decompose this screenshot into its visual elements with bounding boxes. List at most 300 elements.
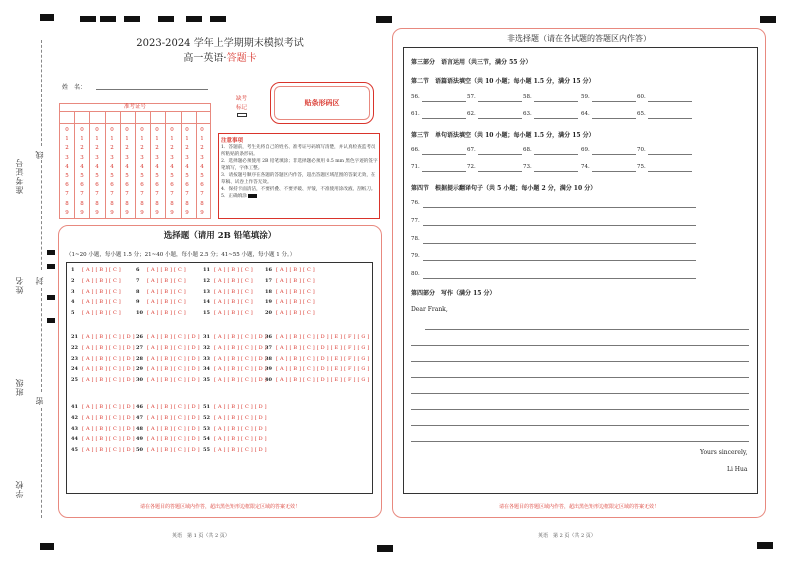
answer-options[interactable]: [ A ] [ B ] [ C ] [ D ] — [147, 344, 200, 351]
digit-bubble[interactable]: 3 — [170, 154, 174, 161]
question-number: 15 — [203, 310, 210, 317]
blank-answer-line[interactable] — [648, 118, 692, 119]
letter-greeting: Dear Frank, — [411, 306, 448, 313]
blank-number: 69. — [581, 147, 590, 153]
digit-bubble[interactable]: 2 — [155, 145, 159, 152]
blank-answer-line[interactable] — [422, 171, 466, 172]
digit-bubble[interactable]: 0 — [110, 127, 114, 133]
answer-options[interactable]: [ A ] [ B ] [ C ] — [214, 267, 253, 273]
blank-number: 57. — [467, 94, 476, 100]
answer-options[interactable]: [ A ] [ B ] [ C ] — [276, 299, 315, 306]
name-field[interactable] — [96, 89, 208, 90]
question-number: 12 — [203, 277, 210, 284]
blank-answer-line[interactable] — [592, 118, 636, 119]
timing-mark — [47, 295, 55, 300]
digit-bubble[interactable]: 8 — [155, 200, 159, 207]
digit-bubble[interactable]: 9 — [200, 209, 204, 216]
digit-bubble[interactable]: 2 — [80, 145, 84, 152]
digit-bubble[interactable]: 6 — [140, 182, 144, 189]
question-number: 17 — [265, 277, 272, 284]
digit-bubble[interactable]: 0 — [95, 127, 99, 133]
digit-bubble[interactable]: 7 — [80, 191, 84, 198]
digit-bubble[interactable]: 4 — [95, 163, 99, 170]
blank-number: 72. — [467, 164, 476, 170]
answer-options[interactable]: [ A ] [ B ] [ C ] [ D ] — [214, 366, 267, 373]
question-number: 46 — [136, 404, 143, 410]
blank-answer-line[interactable] — [478, 154, 522, 155]
notice-item: 2．选择题必须使用 2B 铅笔填涂；非选择题必须用 0.5 mm 黑色字迹的签字笔填写，字体工整。 — [221, 159, 378, 171]
sec2-heading: 第二节 语篇语法填空（共 10 小题；每小题 1.5 分，满分 15 分） — [411, 78, 595, 85]
fill-sample-icon — [248, 194, 257, 198]
question-number: 54 — [203, 436, 210, 443]
writing-line[interactable] — [425, 329, 749, 330]
question-number: 7 — [136, 277, 140, 284]
answer-options[interactable]: [ A ] [ B ] [ C ] [ D ] — [214, 447, 267, 454]
question-number: 25 — [71, 377, 78, 384]
question-number: 34 — [203, 366, 210, 373]
letter-closing: Yours sincerely, — [700, 449, 748, 456]
question-number: 52 — [203, 414, 210, 421]
digit-bubble[interactable]: 2 — [110, 145, 114, 152]
digit-bubble[interactable]: 4 — [185, 163, 189, 170]
digit-bubble[interactable]: 7 — [110, 191, 114, 198]
digit-bubble[interactable]: 0 — [155, 127, 159, 133]
question-number: 48 — [136, 425, 143, 432]
digit-bubble[interactable]: 9 — [80, 209, 84, 216]
question-number: 40 — [265, 377, 272, 384]
blank-number: 64. — [581, 111, 590, 117]
question-number: 42 — [71, 414, 78, 421]
answer-options[interactable]: [ A ] [ B ] [ C ] [ D ] — [82, 414, 135, 421]
answer-options[interactable]: [ A ] [ B ] [ C ] — [147, 277, 186, 284]
question-number: 41 — [71, 404, 78, 410]
answer-options[interactable]: [ A ] [ B ] [ C ] — [276, 277, 315, 284]
digit-bubble[interactable]: 2 — [125, 145, 129, 152]
digit-bubble[interactable]: 8 — [110, 200, 114, 207]
question-number: 51 — [203, 404, 210, 410]
digit-bubble[interactable]: 9 — [185, 209, 189, 216]
answer-options[interactable]: [ A ] [ B ] [ C ] — [82, 310, 121, 317]
choice-title: 选择题（请用 2B 铅笔填涂） — [163, 231, 277, 241]
digit-bubble[interactable]: 4 — [80, 163, 84, 170]
answer-options[interactable]: [ A ] [ B ] [ C ] — [82, 267, 121, 273]
digit-bubble[interactable]: 6 — [125, 182, 129, 189]
answer-options[interactable]: [ A ] [ B ] [ C ] [ D ] — [82, 377, 135, 384]
answer-options[interactable]: [ A ] [ B ] [ C ] — [82, 277, 121, 284]
question-number: 20 — [265, 310, 272, 317]
answer-options[interactable]: [ A ] [ B ] [ C ] [ D ] — [214, 425, 267, 432]
question-number: 44 — [71, 436, 78, 443]
answer-options[interactable]: [ A ] [ B ] [ C ] — [214, 310, 253, 317]
answer-options[interactable]: [ A ] [ B ] [ C ] [ D ] — [147, 447, 200, 454]
digit-bubble[interactable]: 1 — [65, 136, 69, 143]
answer-options[interactable]: [ A ] [ B ] [ C ] [ D ] — [147, 377, 200, 384]
blank-number: 58. — [523, 94, 532, 100]
sec4-heading: 第四节 根据提示翻译句子（共 5 小题；每小题 2 分，满分 10 分） — [411, 185, 597, 192]
blank-number: 62. — [467, 111, 476, 117]
writing-line[interactable] — [411, 361, 749, 362]
exam-no-label: 准考证号 — [59, 103, 211, 112]
digit-bubble[interactable]: 7 — [95, 191, 99, 198]
digit-bubble[interactable]: 8 — [95, 200, 99, 207]
answer-options[interactable]: [ A ] [ B ] [ C ] [ D ] — [147, 425, 200, 432]
blank-answer-line[interactable] — [422, 154, 466, 155]
absent-checkbox[interactable] — [237, 113, 247, 117]
sec3-heading: 第三节 单句语法填空（共 10 小题；每小题 1.5 分，满分 15 分） — [411, 132, 595, 139]
digit-bubble[interactable]: 5 — [170, 173, 174, 179]
timing-mark — [210, 16, 226, 22]
digit-bubble[interactable]: 1 — [155, 136, 159, 143]
question-number: 37 — [265, 344, 272, 351]
digit-bubble[interactable]: 4 — [125, 163, 129, 170]
answer-options[interactable]: [ A ] [ B ] [ C ] — [276, 288, 315, 295]
blank-number: 73. — [523, 164, 532, 170]
question-number: 5 — [71, 310, 75, 317]
digit-bubble[interactable]: 5 — [80, 173, 84, 179]
digit-bubble[interactable]: 4 — [155, 163, 159, 170]
digit-bubble[interactable]: 0 — [185, 127, 189, 133]
digit-bubble[interactable]: 2 — [170, 145, 174, 152]
timing-mark — [158, 16, 174, 22]
notice-title: 注意事项 — [221, 138, 244, 144]
blank-answer-line[interactable] — [534, 154, 578, 155]
page2-footer: 英语 第 2 页（共 2 页） — [538, 533, 596, 539]
timing-mark — [40, 14, 54, 21]
blank-answer-line[interactable] — [648, 171, 692, 172]
absent-label-2: 标记 — [236, 105, 248, 111]
question-number: 29 — [136, 366, 143, 373]
answer-options[interactable]: [ A ] [ B ] [ C ] — [147, 310, 186, 317]
answer-options[interactable]: [ A ] [ B ] [ C ] [ D ] — [147, 355, 200, 362]
timing-mark — [80, 16, 96, 22]
digit-bubble[interactable]: 5 — [125, 173, 129, 179]
digit-bubble[interactable]: 1 — [80, 136, 84, 143]
answer-options[interactable]: [ A ] [ B ] [ C ] — [147, 288, 186, 295]
timing-mark — [47, 250, 55, 255]
answer-options[interactable]: [ A ] [ B ] [ C ] [ D ] [ E ] [ F ] [ G ] — [276, 366, 370, 373]
answer-options[interactable]: [ A ] [ B ] [ C ] [ D ] — [82, 344, 135, 351]
digit-bubble[interactable]: 3 — [185, 154, 189, 161]
answer-options[interactable]: [ A ] [ B ] [ C ] [ D ] [ E ] [ F ] [ G ] — [276, 334, 370, 340]
digit-bubble[interactable]: 9 — [110, 209, 114, 216]
digit-bubble[interactable]: 7 — [140, 191, 144, 198]
digit-bubble[interactable]: 0 — [125, 127, 129, 133]
answer-options[interactable]: [ A ] [ B ] [ C ] [ D ] — [82, 366, 135, 373]
digit-bubble[interactable]: 8 — [200, 200, 204, 207]
question-number: 55 — [203, 447, 210, 454]
answer-options[interactable]: [ A ] [ B ] [ C ] [ D ] — [82, 404, 135, 410]
digit-bubble[interactable]: 2 — [95, 145, 99, 152]
answer-options[interactable]: [ A ] [ B ] [ C ] [ D ] — [214, 436, 267, 443]
writing-line[interactable] — [411, 425, 749, 426]
translation-number: 79. — [411, 253, 420, 260]
blank-answer-line[interactable] — [648, 101, 692, 102]
answer-options[interactable]: [ A ] [ B ] [ C ] [ D ] [ E ] [ F ] [ G ] — [276, 355, 370, 362]
digit-bubble[interactable]: 5 — [200, 173, 204, 179]
digit-bubble[interactable]: 0 — [65, 127, 69, 133]
digit-bubble[interactable]: 3 — [110, 154, 114, 161]
writing-line[interactable] — [411, 393, 749, 394]
digit-bubble[interactable]: 0 — [170, 127, 174, 133]
question-number: 35 — [203, 377, 210, 384]
question-number: 27 — [136, 344, 143, 351]
digit-bubble[interactable]: 0 — [200, 127, 204, 133]
side-line-label: 线 — [35, 150, 44, 159]
question-number: 33 — [203, 355, 210, 362]
blank-answer-line[interactable] — [478, 118, 522, 119]
digit-bubble[interactable]: 3 — [65, 154, 69, 161]
notice-item-fill: 5．正确填涂 — [221, 193, 378, 200]
digit-bubble[interactable]: 8 — [65, 200, 69, 207]
question-number: 21 — [71, 334, 78, 340]
name-label: 姓 名： — [62, 84, 87, 91]
answer-options[interactable]: [ A ] [ B ] [ C ] — [147, 299, 186, 306]
digit-bubble[interactable]: 4 — [200, 163, 204, 170]
question-number: 1 — [71, 267, 75, 273]
digit-bubble[interactable]: 3 — [155, 154, 159, 161]
answer-options[interactable]: [ A ] [ B ] [ C ] — [214, 299, 253, 306]
binding-line — [41, 288, 42, 392]
answer-options[interactable]: [ A ] [ B ] [ C ] — [82, 288, 121, 295]
blank-answer-line[interactable] — [422, 101, 466, 102]
digit-bubble[interactable]: 3 — [95, 154, 99, 161]
digit-bubble[interactable]: 7 — [170, 191, 174, 198]
writing-line[interactable] — [411, 377, 749, 378]
answer-options[interactable]: [ A ] [ B ] [ C ] [ D ] — [82, 436, 135, 443]
answer-options[interactable]: [ A ] [ B ] [ C ] [ D ] — [214, 377, 267, 384]
answer-options[interactable]: [ A ] [ B ] [ C ] [ D ] — [82, 334, 135, 340]
blank-answer-line[interactable] — [592, 101, 636, 102]
timing-mark — [376, 16, 392, 23]
timing-mark — [47, 264, 55, 269]
digit-bubble[interactable]: 7 — [125, 191, 129, 198]
digit-bubble[interactable]: 7 — [65, 191, 69, 198]
answer-options[interactable]: [ A ] [ B ] [ C ] — [276, 310, 315, 317]
answer-options[interactable]: [ A ] [ B ] [ C ] [ D ] — [214, 404, 267, 410]
digit-bubble[interactable]: 3 — [140, 154, 144, 161]
blank-answer-line[interactable] — [648, 154, 692, 155]
answer-options[interactable]: [ A ] [ B ] [ C ] [ D ] — [214, 344, 267, 351]
question-number: 22 — [71, 344, 78, 351]
timing-mark — [186, 16, 202, 22]
digit-bubble[interactable]: 4 — [110, 163, 114, 170]
writing-line[interactable] — [411, 409, 749, 410]
digit-bubble[interactable]: 8 — [125, 200, 129, 207]
notice-item: 1．答题前，考生先将自己的姓名、准考证号码填写清楚，并认真检查监考员所粘贴的条形码。 — [221, 145, 376, 157]
digit-bubble[interactable]: 7 — [200, 191, 204, 198]
question-number: 3 — [71, 288, 75, 295]
digit-bubble[interactable]: 0 — [80, 127, 84, 133]
answer-options[interactable]: [ A ] [ B ] [ C ] — [82, 299, 121, 306]
digit-bubble[interactable]: 9 — [125, 209, 129, 216]
digit-bubble[interactable]: 8 — [140, 200, 144, 207]
digit-bubble[interactable]: 5 — [110, 173, 114, 179]
question-number: 9 — [136, 299, 140, 306]
translation-number: 77. — [411, 217, 420, 224]
timing-mark — [760, 16, 776, 23]
question-number: 39 — [265, 366, 272, 373]
blank-answer-line[interactable] — [592, 154, 636, 155]
digit-bubble[interactable]: 2 — [200, 145, 204, 152]
digit-bubble[interactable]: 8 — [170, 200, 174, 207]
question-number: 50 — [136, 447, 143, 454]
digit-bubble[interactable]: 6 — [185, 182, 189, 189]
digit-bubble[interactable]: 9 — [65, 209, 69, 216]
digit-bubble[interactable]: 3 — [200, 154, 204, 161]
answer-options[interactable]: [ A ] [ B ] [ C ] [ D ] — [214, 414, 267, 421]
binding-line — [41, 40, 42, 146]
question-number: 31 — [203, 334, 210, 340]
timing-mark — [100, 16, 116, 22]
answer-options[interactable]: [ A ] [ B ] [ C ] [ D ] [ E ] [ F ] [ G ] — [276, 377, 370, 384]
digit-bubble[interactable]: 2 — [65, 145, 69, 152]
blank-answer-line[interactable] — [534, 118, 578, 119]
timing-mark — [40, 543, 54, 550]
translation-number: 78. — [411, 235, 420, 242]
writing-line[interactable] — [411, 345, 749, 346]
answer-options[interactable]: [ A ] [ B ] [ C ] — [214, 288, 253, 295]
digit-bubble[interactable]: 4 — [170, 163, 174, 170]
digit-bubble[interactable]: 1 — [200, 136, 204, 143]
answer-options[interactable]: [ A ] [ B ] [ C ] [ D ] — [147, 366, 200, 373]
digit-bubble[interactable]: 6 — [155, 182, 159, 189]
blank-number: 66. — [411, 147, 420, 153]
answer-options[interactable]: [ A ] [ B ] [ C ] [ D ] — [147, 414, 200, 421]
question-number: 53 — [203, 425, 210, 432]
notice-list — [221, 144, 378, 200]
notice-item: 3．请按题号顺序在各题的答题区内作答，超出答题区域范围的答案无效，在草稿、试卷上作答无效。 — [221, 173, 376, 185]
writing-line[interactable] — [411, 441, 749, 442]
digit-bubble[interactable]: 6 — [65, 182, 69, 189]
binding-line — [41, 408, 42, 518]
answer-options[interactable]: [ A ] [ B ] [ C ] [ D ] — [147, 436, 200, 443]
digit-bubble[interactable]: 7 — [185, 191, 189, 198]
digit-bubble[interactable]: 7 — [155, 191, 159, 198]
digit-bubble[interactable]: 1 — [170, 136, 174, 143]
notice-item: 4．保持卡面清洁，不要折叠、不要弄破、弄皱，不准使用涂改液、刮纸刀。 — [221, 187, 376, 192]
translation-answer-line[interactable] — [423, 225, 696, 226]
timing-mark — [377, 545, 393, 552]
question-number: 30 — [136, 377, 143, 384]
answer-options[interactable]: [ A ] [ B ] [ C ] [ D ] — [214, 334, 267, 340]
digit-bubble[interactable]: 6 — [110, 182, 114, 189]
blank-number: 65. — [637, 111, 646, 117]
answer-options[interactable]: [ A ] [ B ] [ C ] [ D ] — [147, 334, 200, 340]
question-number: 43 — [71, 425, 78, 432]
answer-options[interactable]: [ A ] [ B ] [ C ] [ D ] [ E ] [ F ] [ G ] — [276, 344, 370, 351]
digit-bubble[interactable]: 6 — [95, 182, 99, 189]
digit-bubble[interactable]: 3 — [80, 154, 84, 161]
digit-bubble[interactable]: 9 — [155, 209, 159, 216]
question-number: 6 — [136, 267, 140, 273]
blank-answer-line[interactable] — [592, 171, 636, 172]
digit-bubble[interactable]: 8 — [185, 200, 189, 207]
answer-options[interactable]: [ A ] [ B ] [ C ] — [276, 267, 315, 273]
blank-number: 71. — [411, 164, 420, 170]
digit-bubble[interactable]: 1 — [185, 136, 189, 143]
blank-number: 70. — [637, 147, 646, 153]
blank-answer-line[interactable] — [422, 118, 466, 119]
digit-bubble[interactable]: 8 — [80, 200, 84, 207]
blank-answer-line[interactable] — [478, 101, 522, 102]
question-number: 28 — [136, 355, 143, 362]
translation-answer-line[interactable] — [423, 278, 696, 279]
choice-instruction: （1~20 小题，每小题 1.5 分；21~40 小题，每小题 2.5 分；41~55 小题，每小题 1 分。） — [66, 252, 296, 258]
digit-bubble[interactable]: 1 — [140, 136, 144, 143]
question-number: 4 — [71, 299, 75, 306]
digit-bubble[interactable]: 4 — [140, 163, 144, 170]
blank-number: 61. — [411, 111, 420, 117]
blank-answer-line[interactable] — [478, 171, 522, 172]
answer-options[interactable]: [ A ] [ B ] [ C ] [ D ] — [82, 447, 135, 454]
digit-bubble[interactable]: 1 — [125, 136, 129, 143]
digit-bubble[interactable]: 5 — [95, 173, 99, 179]
question-number: 23 — [71, 355, 78, 362]
digit-bubble[interactable]: 5 — [65, 173, 69, 179]
translation-answer-line[interactable] — [423, 260, 696, 261]
question-number: 45 — [71, 447, 78, 454]
blank-answer-line[interactable] — [534, 101, 578, 102]
answer-options[interactable]: [ A ] [ B ] [ C ] [ D ] — [147, 404, 200, 410]
digit-bubble[interactable]: 3 — [125, 154, 129, 161]
translation-number: 80. — [411, 271, 420, 278]
blank-number: 56. — [411, 94, 420, 100]
question-number: 36 — [265, 334, 272, 340]
digit-bubble[interactable]: 5 — [140, 173, 144, 179]
digit-bubble[interactable]: 2 — [140, 145, 144, 152]
digit-bubble[interactable]: 0 — [140, 127, 144, 133]
answer-options[interactable]: [ A ] [ B ] [ C ] [ D ] — [82, 355, 135, 362]
translation-answer-line[interactable] — [423, 207, 696, 208]
digit-bubble[interactable]: 9 — [95, 209, 99, 216]
side-exam-no-label: 准考证号 — [15, 158, 24, 194]
timing-mark — [757, 542, 773, 549]
non-choice-title: 非选择题（请在各试题的答题区内作答） — [507, 34, 651, 43]
answer-options[interactable]: [ A ] [ B ] [ C ] [ D ] — [214, 355, 267, 362]
side-name-label: 姓名 — [15, 276, 24, 294]
timing-mark — [124, 16, 140, 22]
subject-prefix: 高一英语· — [183, 53, 227, 64]
digit-bubble[interactable]: 6 — [80, 182, 84, 189]
digit-bubble[interactable]: 9 — [140, 209, 144, 216]
translation-answer-line[interactable] — [423, 243, 696, 244]
part4-heading: 第四部分 写作（满分 15 分） — [411, 290, 496, 297]
digit-bubble[interactable]: 9 — [170, 209, 174, 216]
answer-options[interactable]: [ A ] [ B ] [ C ] — [147, 267, 186, 273]
side-school-label: 学校 — [15, 480, 24, 498]
question-number: 26 — [136, 334, 143, 340]
absent-label-1: 缺考 — [236, 96, 248, 102]
digit-bubble[interactable]: 6 — [170, 182, 174, 189]
question-number: 19 — [265, 299, 272, 306]
blank-number: 67. — [467, 147, 476, 153]
digit-bubble[interactable]: 5 — [155, 173, 159, 179]
digit-bubble[interactable]: 4 — [65, 163, 69, 170]
answer-options[interactable]: [ A ] [ B ] [ C ] [ D ] — [82, 425, 135, 432]
digit-bubble[interactable]: 2 — [185, 145, 189, 152]
question-number: 24 — [71, 366, 78, 373]
side-dense-label: 密 — [35, 396, 44, 405]
answer-options[interactable]: [ A ] [ B ] [ C ] — [214, 277, 253, 284]
question-number: 10 — [136, 310, 143, 317]
digit-bubble[interactable]: 1 — [95, 136, 99, 143]
digit-bubble[interactable]: 6 — [200, 182, 204, 189]
digit-bubble[interactable]: 5 — [185, 173, 189, 179]
non-choice-warning: 请在各题目的答题区域内作答，超出黑色矩形边框限定区域的答案无效！ — [498, 504, 659, 510]
blank-answer-line[interactable] — [534, 171, 578, 172]
digit-bubble[interactable]: 1 — [110, 136, 114, 143]
letter-signature: Li Hua — [727, 466, 748, 473]
